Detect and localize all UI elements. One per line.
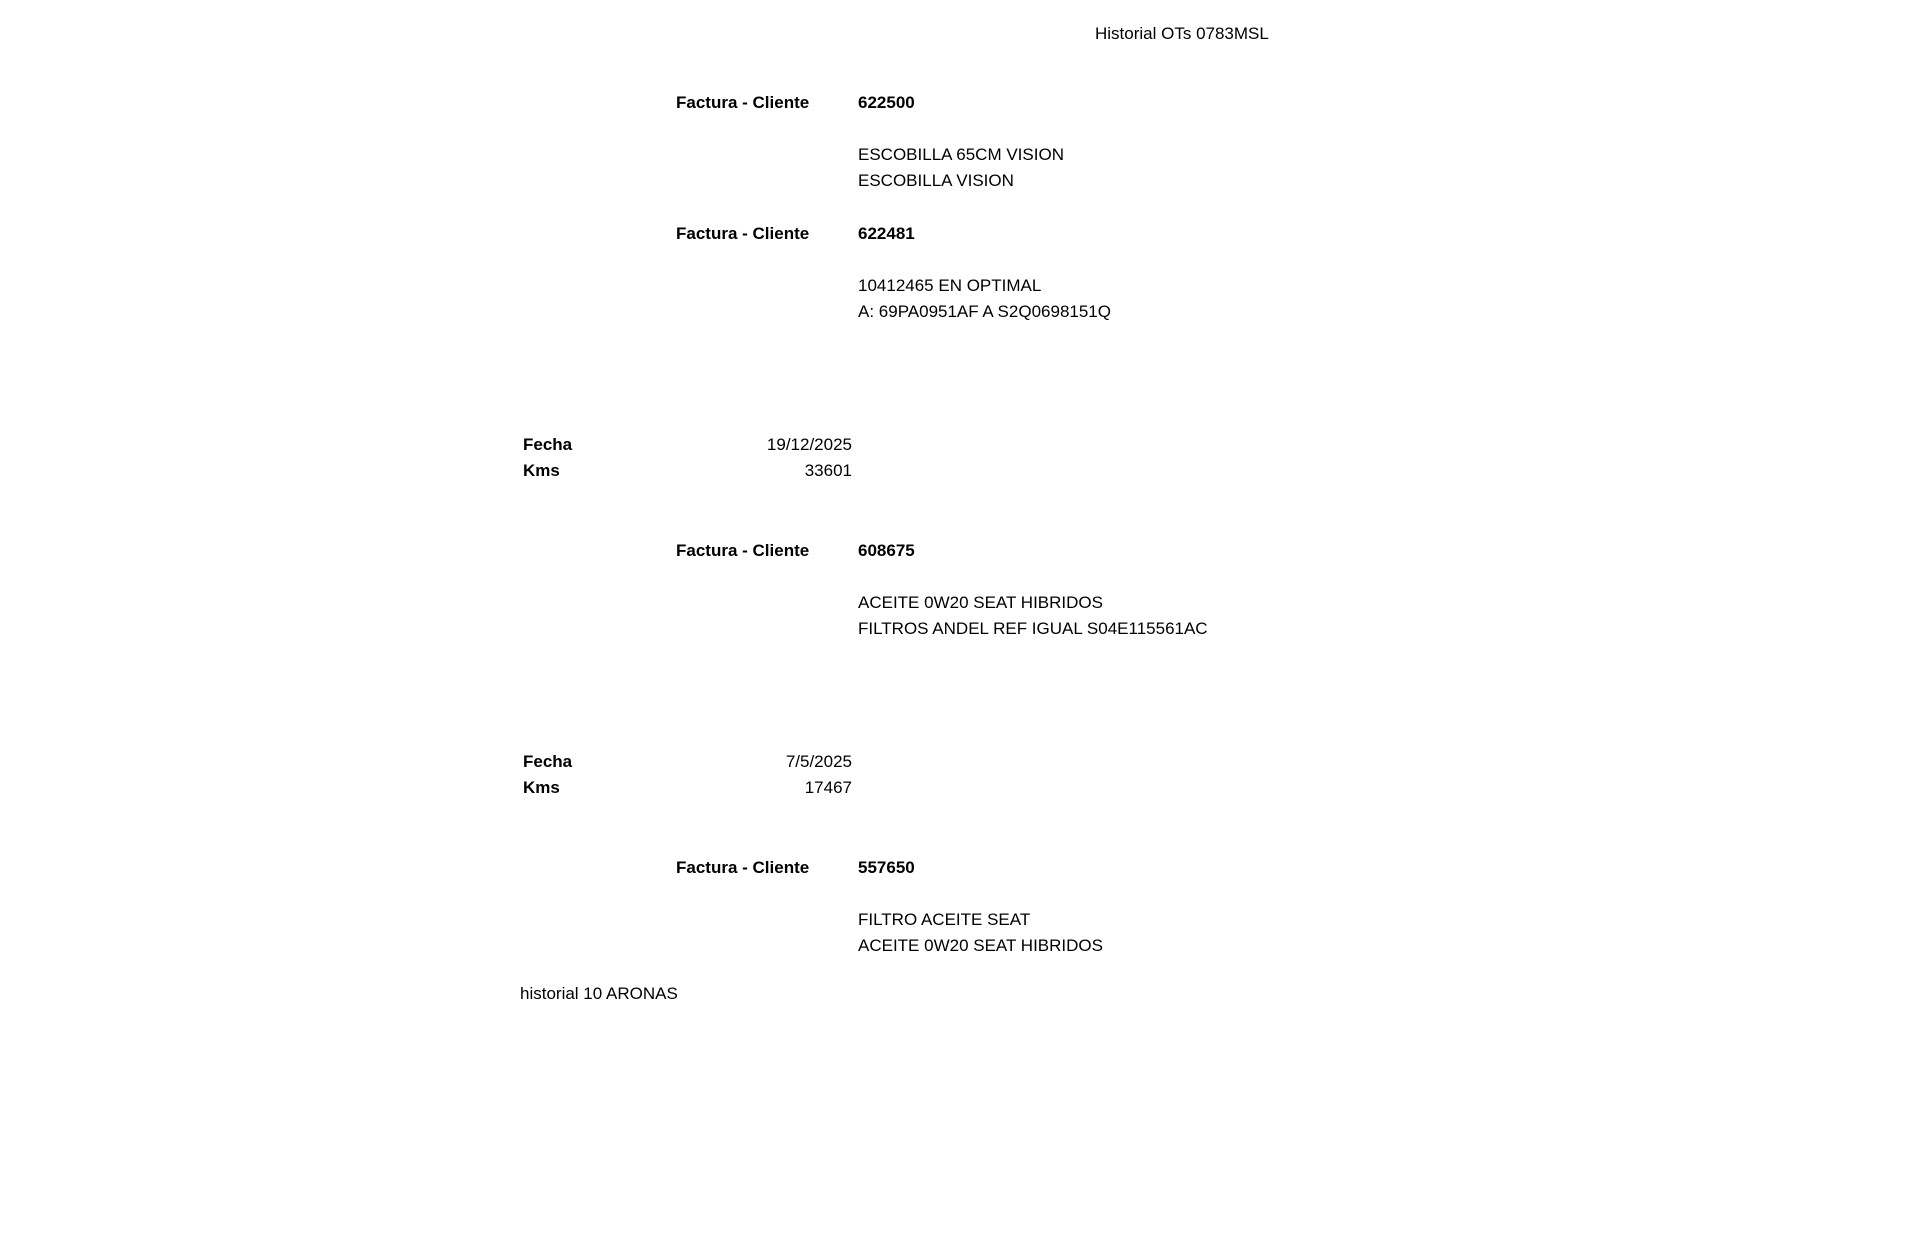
invoice-number: 622481 xyxy=(858,224,915,243)
fecha-label: Fecha xyxy=(523,435,573,454)
invoice-number: 622500 xyxy=(858,93,915,112)
invoice-number: 557650 xyxy=(858,858,915,877)
factura-cliente-label: Factura - Cliente xyxy=(676,224,810,243)
line-item: ACEITE 0W20 SEAT HIBRIDOS xyxy=(858,936,1103,955)
line-item: FILTRO ACEITE SEAT xyxy=(858,910,1031,929)
factura-cliente-label: Factura - Cliente xyxy=(676,93,810,112)
line-item: FILTROS ANDEL REF IGUAL S04E115561AC xyxy=(858,619,1208,638)
fecha-value: 7/5/2025 xyxy=(785,752,852,771)
footer-note: historial 10 ARONAS xyxy=(520,984,678,1003)
factura-cliente-label: Factura - Cliente xyxy=(676,858,810,877)
line-item: A: 69PA0951AF A S2Q0698151Q xyxy=(858,302,1111,321)
line-item: 10412465 EN OPTIMAL xyxy=(858,276,1042,295)
invoice-number: 608675 xyxy=(858,541,915,560)
fecha-label: Fecha xyxy=(523,752,573,771)
line-item: ESCOBILLA 65CM VISION xyxy=(858,145,1064,164)
kms-value: 17467 xyxy=(804,778,852,797)
fecha-value: 19/12/2025 xyxy=(766,435,852,454)
line-item: ESCOBILLA VISION xyxy=(858,171,1014,190)
page-title: Historial OTs 0783MSL xyxy=(1095,24,1269,43)
kms-label: Kms xyxy=(523,461,560,480)
line-item: ACEITE 0W20 SEAT HIBRIDOS xyxy=(858,593,1103,612)
kms-value: 33601 xyxy=(804,461,852,480)
kms-label: Kms xyxy=(523,778,560,797)
factura-cliente-label: Factura - Cliente xyxy=(676,541,810,560)
